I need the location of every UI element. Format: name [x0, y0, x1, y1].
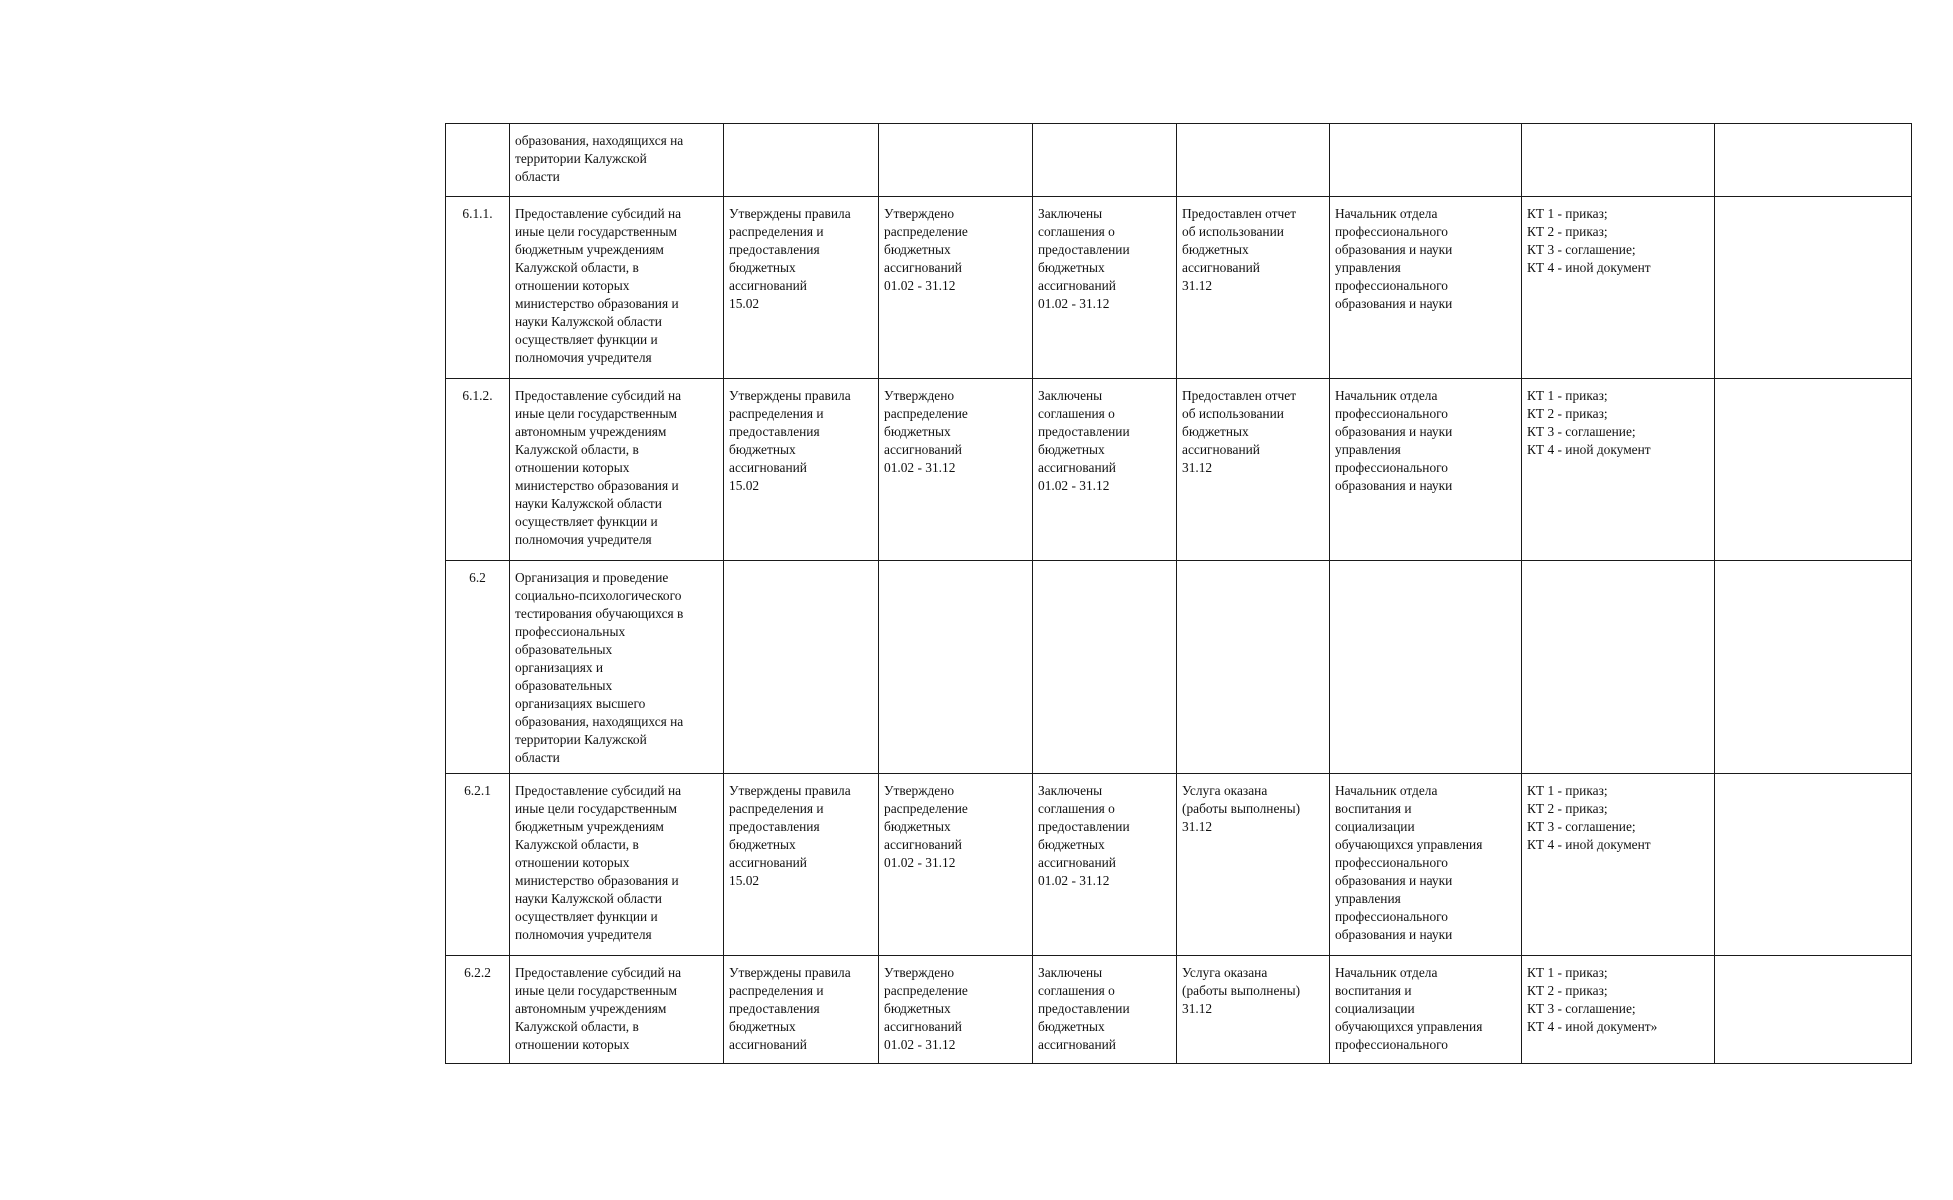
control-point-3	[1033, 124, 1177, 197]
extra-column	[1715, 197, 1912, 379]
control-point-2	[879, 561, 1033, 774]
document-types	[1522, 124, 1715, 197]
control-point-2	[879, 124, 1033, 197]
responsible-person	[1330, 561, 1522, 774]
control-point-4	[1177, 124, 1330, 197]
control-point-2: Утверждено распределение бюджетных ассигнований 01.02 - 31.12	[879, 379, 1033, 561]
row-number: 6.2	[446, 561, 510, 774]
control-point-2: Утверждено распределение бюджетных ассигнований 01.02 - 31.12	[879, 956, 1033, 1064]
event-name: Предоставление субсидий на иные цели государственным автономным учреждениям Калужской области, в отношении которых	[510, 956, 724, 1064]
extra-column	[1715, 379, 1912, 561]
table-row	[446, 561, 1912, 774]
control-point-4: Предоставлен отчет об использовании бюджетных ассигнований 31.12	[1177, 379, 1330, 561]
table-row	[446, 774, 1912, 956]
extra-column	[1715, 774, 1912, 956]
document-types: КТ 1 - приказ; КТ 2 - приказ; КТ 3 - соглашение; КТ 4 - иной документ	[1522, 197, 1715, 379]
row-number: 6.2.2	[446, 956, 510, 1064]
document-types: КТ 1 - приказ; КТ 2 - приказ; КТ 3 - соглашение; КТ 4 - иной документ	[1522, 379, 1715, 561]
responsible-person	[1330, 124, 1522, 197]
control-point-3: Заключены соглашения о предоставлении бюджетных ассигнований 01.02 - 31.12	[1033, 774, 1177, 956]
event-name: Предоставление субсидий на иные цели государственным бюджетным учреждениям Калужской области, в отношении которых министерство образования и науки Калужской области осуществляет функции и полномочия учредителя	[510, 774, 724, 956]
extra-column	[1715, 124, 1912, 197]
document-types: КТ 1 - приказ; КТ 2 - приказ; КТ 3 - соглашение; КТ 4 - иной документ	[1522, 774, 1715, 956]
control-point-2: Утверждено распределение бюджетных ассигнований 01.02 - 31.12	[879, 197, 1033, 379]
table-row	[446, 379, 1912, 561]
extra-column	[1715, 561, 1912, 774]
event-name: Организация и проведение социально-психологического тестирования обучающихся в профессиональных образовательных организациях и образовательных организациях высшего образования, находящихся на территории Калужской области	[510, 561, 724, 774]
responsible-person: Начальник отдела профессионального образования и науки управления профессионального образования и науки	[1330, 197, 1522, 379]
plan-table	[445, 123, 1912, 1064]
control-point-3: Заключены соглашения о предоставлении бюджетных ассигнований 01.02 - 31.12	[1033, 379, 1177, 561]
responsible-person: Начальник отдела профессионального образования и науки управления профессионального образования и науки	[1330, 379, 1522, 561]
table-row	[446, 956, 1912, 1064]
control-point-4	[1177, 561, 1330, 774]
control-point-4: Предоставлен отчет об использовании бюджетных ассигнований 31.12	[1177, 197, 1330, 379]
row-number: 6.1.2.	[446, 379, 510, 561]
extra-column	[1715, 956, 1912, 1064]
control-point-3	[1033, 561, 1177, 774]
event-name: образования, находящихся на территории Калужской области	[510, 124, 724, 197]
event-name: Предоставление субсидий на иные цели государственным бюджетным учреждениям Калужской области, в отношении которых министерство образования и науки Калужской области осуществляет функции и полномочия учредителя	[510, 197, 724, 379]
control-point-2: Утверждено распределение бюджетных ассигнований 01.02 - 31.12	[879, 774, 1033, 956]
control-point-1	[724, 561, 879, 774]
control-point-1: Утверждены правила распределения и предоставления бюджетных ассигнований 15.02	[724, 379, 879, 561]
event-name: Предоставление субсидий на иные цели государственным автономным учреждениям Калужской области, в отношении которых министерство образования и науки Калужской области осуществляет функции и полномочия учредителя	[510, 379, 724, 561]
control-point-4: Услуга оказана (работы выполнены) 31.12	[1177, 956, 1330, 1064]
control-point-4: Услуга оказана (работы выполнены) 31.12	[1177, 774, 1330, 956]
table-row	[446, 197, 1912, 379]
table-row	[446, 124, 1912, 197]
row-number: 6.2.1	[446, 774, 510, 956]
row-number: 6.1.1.	[446, 197, 510, 379]
document-types	[1522, 561, 1715, 774]
document-types: КТ 1 - приказ; КТ 2 - приказ; КТ 3 - соглашение; КТ 4 - иной документ»	[1522, 956, 1715, 1064]
row-number	[446, 124, 510, 197]
control-point-1: Утверждены правила распределения и предоставления бюджетных ассигнований 15.02	[724, 774, 879, 956]
control-point-3: Заключены соглашения о предоставлении бюджетных ассигнований 01.02 - 31.12	[1033, 197, 1177, 379]
control-point-3: Заключены соглашения о предоставлении бюджетных ассигнований	[1033, 956, 1177, 1064]
responsible-person: Начальник отдела воспитания и социализации обучающихся управления профессионального	[1330, 956, 1522, 1064]
responsible-person: Начальник отдела воспитания и социализации обучающихся управления профессионального образования и науки управления профессионального образования и науки	[1330, 774, 1522, 956]
control-point-1	[724, 124, 879, 197]
control-point-1: Утверждены правила распределения и предоставления бюджетных ассигнований	[724, 956, 879, 1064]
control-point-1: Утверждены правила распределения и предоставления бюджетных ассигнований 15.02	[724, 197, 879, 379]
